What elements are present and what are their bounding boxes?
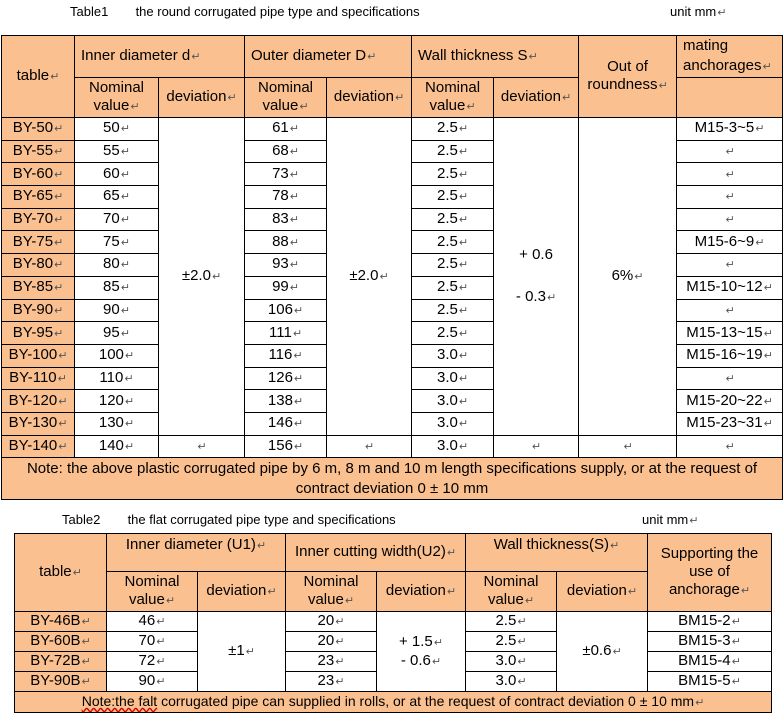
t1-inner-nominal: 70↵ (75, 208, 159, 231)
t2-inner-nominal: 90↵ (107, 672, 198, 692)
t1-header-out-of-roundness: Out of roundness↵ (579, 36, 677, 118)
t1-wall-nominal: 3.0↵ (412, 390, 494, 413)
t1-outer-nominal: 73↵ (245, 163, 327, 186)
t2-header-width-deviation: deviation↵ (377, 572, 466, 612)
t1-anchorage: ↵ (677, 163, 783, 186)
t1-wall-nominal: 2.5↵ (412, 231, 494, 254)
table1-caption-label: Table1 (70, 4, 109, 19)
t2-note: Note:the falt corrugated pipe can supplied in rolls, or at the request of contract deviation 0 ± 10 mm↵ (15, 692, 772, 713)
t1-header-wall-deviation: deviation↵ (494, 78, 579, 118)
t1-inner-deviation: ±2.0↵ (159, 118, 245, 436)
t1-inner-nominal: 75↵ (75, 231, 159, 254)
t1-type: BY-75↵ (2, 231, 75, 254)
t1-wall-nominal: 2.5↵ (412, 254, 494, 277)
t2-inner-nominal: 46↵ (107, 612, 198, 632)
table1-unit: unit mm↵ (670, 4, 727, 19)
t2-anchorage: BM15-4↵ (648, 652, 772, 672)
t1-outer-nominal: 106↵ (245, 299, 327, 322)
t1-type: BY-95↵ (2, 322, 75, 345)
t1-header-wall-nominal: Nominal value↵ (412, 78, 494, 118)
t1-anchorage: M15-10~12↵ (677, 276, 783, 299)
table1-caption-title: the round corrugated pipe type and specifications (135, 4, 420, 19)
t2-anchorage: BM15-2↵ (648, 612, 772, 632)
t2-inner-nominal: 72↵ (107, 652, 198, 672)
t1-inner-nominal: 120↵ (75, 390, 159, 413)
t2-header-inner-diameter: Inner diameter (U1)↵ (107, 534, 286, 572)
t1-anchorage: M15-20~22↵ (677, 390, 783, 413)
t1-inner-nominal: 130↵ (75, 412, 159, 435)
t1-outer-nominal: 68↵ (245, 140, 327, 163)
t1-header-mating-anchorages: mating anchorages↵ (677, 36, 783, 78)
t1-outer-nominal: 88↵ (245, 231, 327, 254)
t1-outer-nominal: 78↵ (245, 186, 327, 209)
t1-header-inner-diameter: Inner diameter d↵ (75, 36, 245, 78)
table1-unit-text: unit mm (670, 4, 717, 19)
t1-type: BY-100↵ (2, 344, 75, 367)
t1-header-inner-nominal: Nominal value↵ (75, 78, 159, 118)
t2-wall-nominal: 3.0↵ (466, 672, 557, 692)
t1-wall-nominal: 2.5↵ (412, 299, 494, 322)
t2-header-supporting-anchorage: Supporting the use of anchorage↵ (648, 534, 772, 612)
table-row (2, 435, 783, 458)
t1-header-wall-thickness: Wall thickness S↵ (412, 36, 579, 78)
t1-inner-nominal: 65↵ (75, 186, 159, 209)
t1-wall-nominal: 3.0↵ (412, 367, 494, 390)
t1-inner-deviation-empty: ↵ (159, 435, 245, 458)
t1-inner-nominal: 100↵ (75, 344, 159, 367)
t1-wall-nominal: 2.5↵ (412, 208, 494, 231)
t2-width-deviation: + 1.5↵ - 0.6↵ (377, 612, 466, 692)
t1-type: BY-65↵ (2, 186, 75, 209)
t1-outer-nominal: 116↵ (245, 344, 327, 367)
t1-header-outer-nominal: Nominal value↵ (245, 78, 327, 118)
t1-outer-nominal: 93↵ (245, 254, 327, 277)
t2-header-inner-deviation: deviation↵ (198, 572, 286, 612)
t2-wall-deviation: ±0.6↵ (557, 612, 648, 692)
table1 (1, 35, 783, 500)
t1-wall-nominal: 2.5↵ (412, 276, 494, 299)
t2-header-table: table↵ (15, 534, 107, 612)
t1-outer-nominal: 156↵ (245, 435, 327, 458)
t1-outer-nominal: 146↵ (245, 412, 327, 435)
t1-header-outer-diameter: Outer diameter D↵ (245, 36, 412, 78)
t1-type: BY-90↵ (2, 299, 75, 322)
t1-anchorage: ↵ (677, 140, 783, 163)
t2-type: BY-90B↵ (15, 672, 107, 692)
t2-width-nominal: 23↵ (286, 652, 377, 672)
t1-type: BY-130↵ (2, 412, 75, 435)
t2-width-nominal: 20↵ (286, 612, 377, 632)
t2-header-width-nominal: Nominal value↵ (286, 572, 377, 612)
t1-wall-nominal: 3.0↵ (412, 412, 494, 435)
t1-type: BY-60↵ (2, 163, 75, 186)
t1-anchorage: M15-3~5↵ (677, 118, 783, 141)
t1-wall-nominal: 2.5↵ (412, 186, 494, 209)
t1-inner-nominal: 55↵ (75, 140, 159, 163)
t1-anchorage: M15-23~31↵ (677, 412, 783, 435)
t1-wall-deviation: + 0.6 - 0.3↵ (494, 118, 579, 436)
t1-wall-nominal: 2.5↵ (412, 163, 494, 186)
t2-type: BY-72B↵ (15, 652, 107, 672)
t1-outer-nominal: 138↵ (245, 390, 327, 413)
t1-anchorage: ↵ (677, 435, 783, 458)
t1-header-anchor-blank (677, 78, 783, 118)
t1-inner-nominal: 95↵ (75, 322, 159, 345)
t1-outer-nominal: 126↵ (245, 367, 327, 390)
table2-unit-text: unit mm (642, 512, 689, 527)
t1-type: BY-55↵ (2, 140, 75, 163)
t1-wall-nominal: 3.0↵ (412, 344, 494, 367)
t1-outer-nominal: 111↵ (245, 322, 327, 345)
table-row (2, 118, 783, 141)
t1-inner-nominal: 60↵ (75, 163, 159, 186)
table1-caption (70, 4, 420, 19)
t1-anchorage: M15-6~9↵ (677, 231, 783, 254)
t2-header-inner-cutting-width: Inner cutting width(U2)↵ (286, 534, 466, 572)
table2-caption-title: the flat corrugated pipe type and specifications (127, 512, 396, 527)
t2-inner-deviation: ±1↵ (198, 612, 286, 692)
table2-unit: unit mm↵ (642, 512, 699, 527)
t1-outer-nominal: 83↵ (245, 208, 327, 231)
table2-caption (62, 512, 396, 527)
t1-anchorage: ↵ (677, 186, 783, 209)
t1-anchorage: ↵ (677, 367, 783, 390)
t1-wall-nominal: 2.5↵ (412, 140, 494, 163)
t2-header-wall-deviation: deviation↵ (557, 572, 648, 612)
t1-outer-deviation-empty: ↵ (327, 435, 412, 458)
t1-anchorage: ↵ (677, 254, 783, 277)
t1-inner-nominal: 110↵ (75, 367, 159, 390)
t1-inner-nominal: 85↵ (75, 276, 159, 299)
t1-wall-nominal: 2.5↵ (412, 118, 494, 141)
t2-anchorage: BM15-3↵ (648, 632, 772, 652)
t2-inner-nominal: 70↵ (107, 632, 198, 652)
t1-type: BY-50↵ (2, 118, 75, 141)
t1-wall-nominal: 3.0↵ (412, 435, 494, 458)
t1-outer-nominal: 99↵ (245, 276, 327, 299)
t2-width-nominal: 20↵ (286, 632, 377, 652)
t2-anchorage: BM15-5↵ (648, 672, 772, 692)
t2-header-inner-nominal: Nominal value↵ (107, 572, 198, 612)
t1-header-outer-deviation: deviation↵ (327, 78, 412, 118)
t2-header-wall-nominal: Nominal value↵ (466, 572, 557, 612)
table-row (15, 612, 772, 632)
t1-type: BY-80↵ (2, 254, 75, 277)
t1-inner-nominal: 90↵ (75, 299, 159, 322)
t1-type: BY-140↵ (2, 435, 75, 458)
t1-type: BY-85↵ (2, 276, 75, 299)
t1-type: BY-70↵ (2, 208, 75, 231)
t1-outer-deviation: ±2.0↵ (327, 118, 412, 436)
t1-roundness-empty: ↵ (579, 435, 677, 458)
t1-inner-nominal: 80↵ (75, 254, 159, 277)
t1-outer-nominal: 61↵ (245, 118, 327, 141)
t1-out-of-roundness: 6%↵ (579, 118, 677, 436)
t1-anchorage: ↵ (677, 299, 783, 322)
table2 (14, 533, 772, 713)
t2-type: BY-46B↵ (15, 612, 107, 632)
t1-inner-nominal: 50↵ (75, 118, 159, 141)
t2-wall-nominal: 2.5↵ (466, 632, 557, 652)
t1-wall-nominal: 2.5↵ (412, 322, 494, 345)
t2-width-nominal: 23↵ (286, 672, 377, 692)
t1-note: Note: the above plastic corrugated pipe by 6 m, 8 m and 10 m length specifications supply, or at the request of contract deviation 0 ± 10 mm (2, 458, 783, 500)
t2-wall-nominal: 3.0↵ (466, 652, 557, 672)
t1-header-table: table↵ (2, 36, 75, 118)
t2-type: BY-60B↵ (15, 632, 107, 652)
t1-anchorage: ↵ (677, 208, 783, 231)
t1-type: BY-120↵ (2, 390, 75, 413)
t1-anchorage: M15-16~19↵ (677, 344, 783, 367)
t1-inner-nominal: 140↵ (75, 435, 159, 458)
t1-anchorage: M15-13~15↵ (677, 322, 783, 345)
table2-caption-label: Table2 (62, 512, 101, 527)
t1-wall-deviation-empty: ↵ (494, 435, 579, 458)
t1-header-inner-deviation: deviation↵ (159, 78, 245, 118)
t1-type: BY-110↵ (2, 367, 75, 390)
t2-wall-nominal: 2.5↵ (466, 612, 557, 632)
t2-header-wall-thickness: Wall thickness(S)↵ (466, 534, 648, 572)
